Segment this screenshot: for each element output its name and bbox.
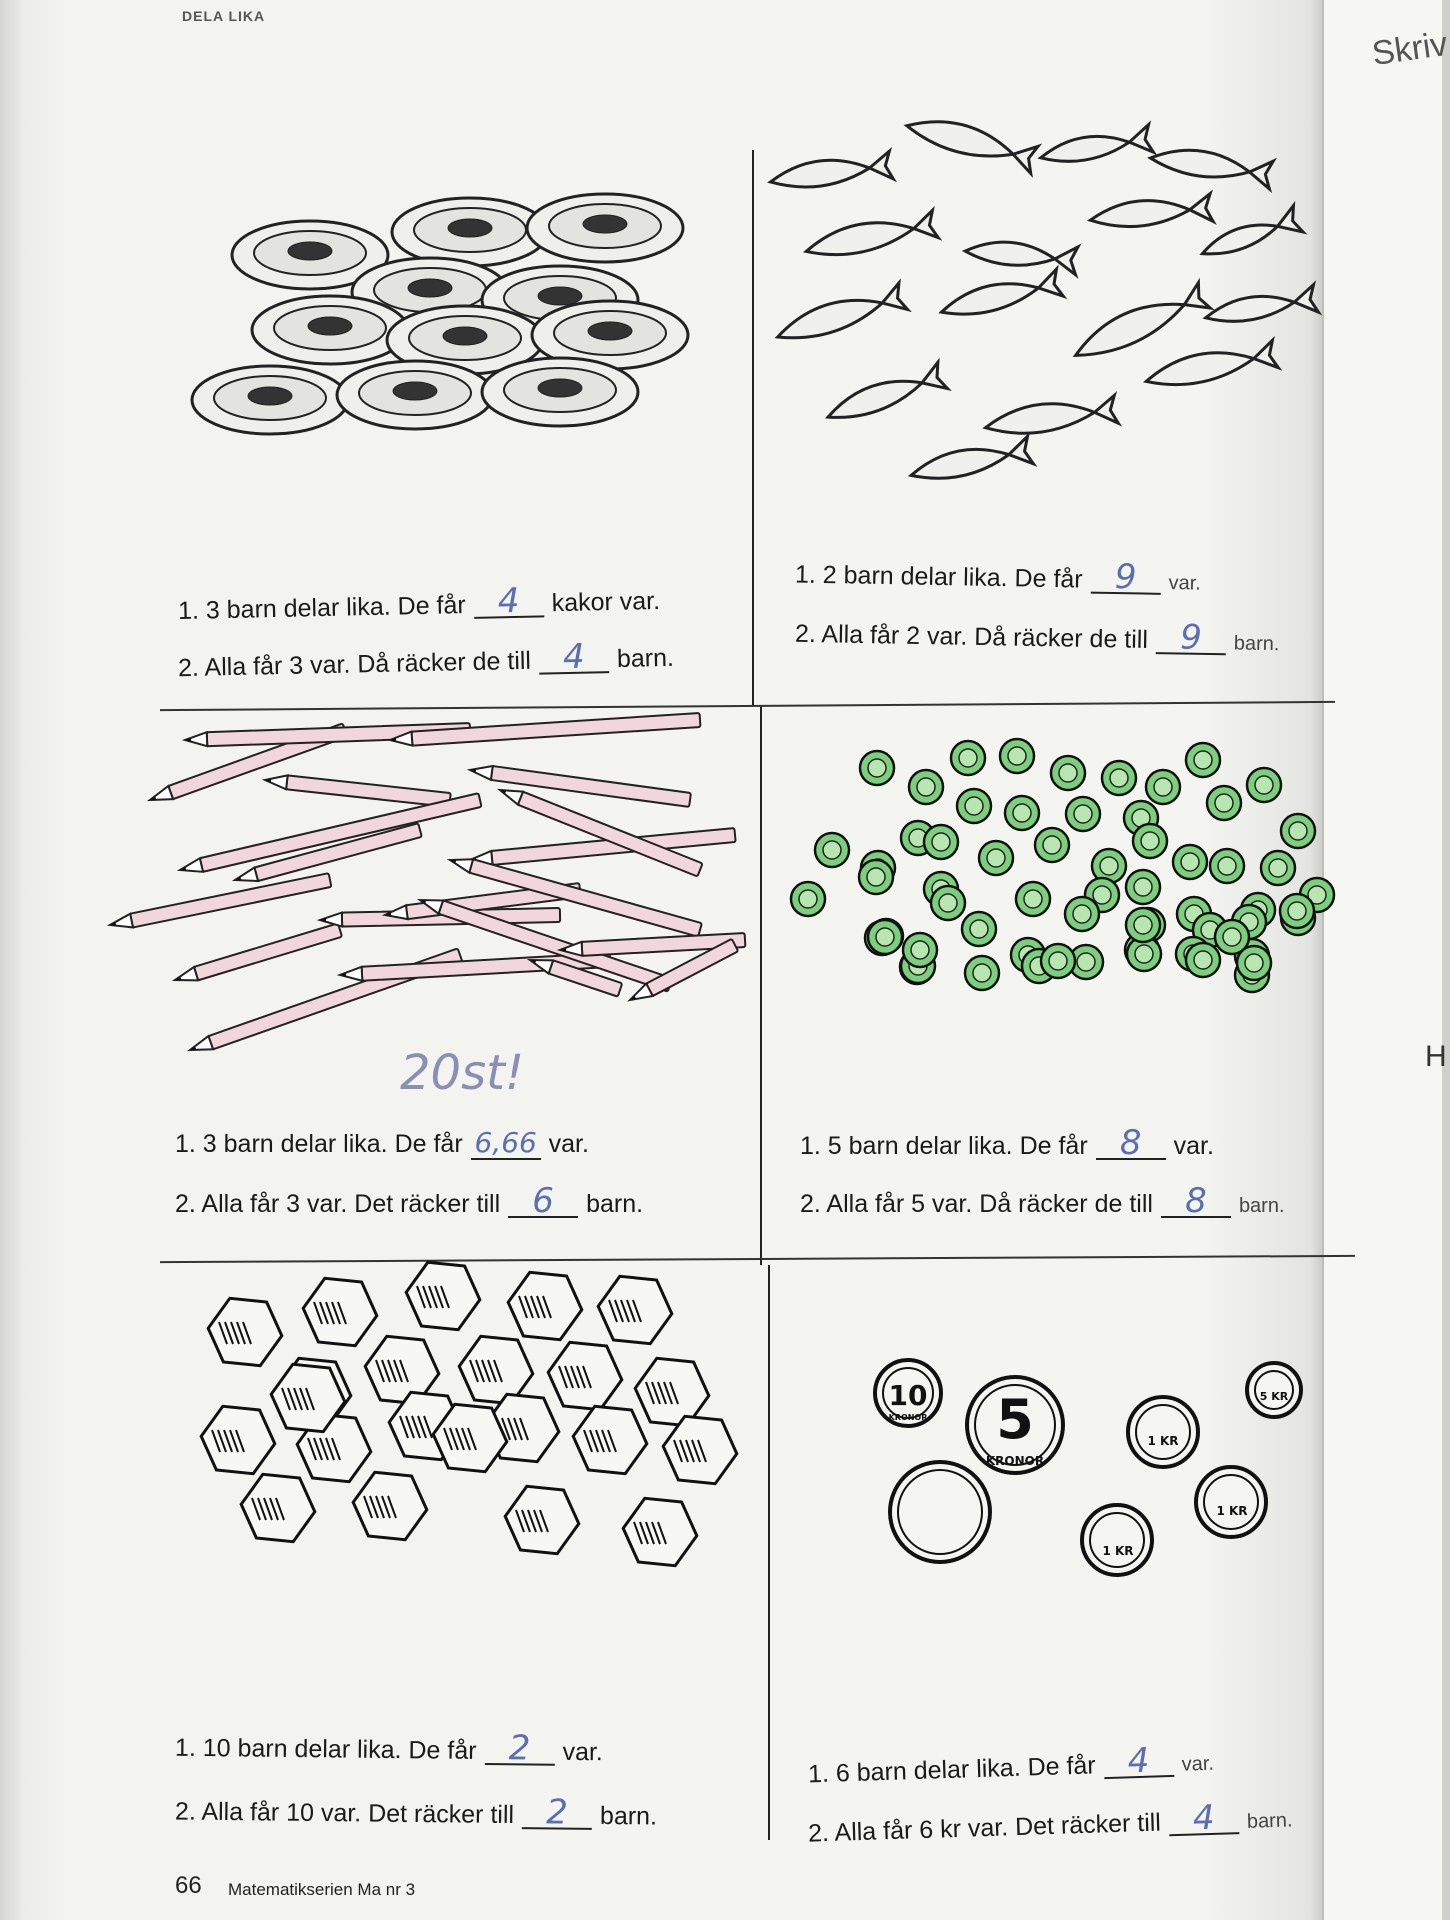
hexagons-question-2: 2. Alla får 10 var. Det räcker till 2 barn.: [174, 1792, 658, 1833]
marbles-answer-2[interactable]: 8: [1161, 1186, 1231, 1218]
hexagons-answer-1[interactable]: 2: [484, 1733, 554, 1766]
page-number: 66: [175, 1872, 202, 1899]
coins-question-2: 2. Alla får 6 kr var. Det räcker till 4 barn.: [807, 1797, 1293, 1848]
coin-label-5kr: 5 KR: [1259, 1390, 1289, 1403]
fish-question-1: 1. 2 barn delar lika. De får 9 var.: [794, 557, 1202, 598]
coin-label-5: 5: [996, 1388, 1034, 1451]
page-header: DELA LIKA: [182, 8, 266, 24]
coins-question-1: 1. 6 barn delar lika. De får 4 var.: [807, 1740, 1215, 1789]
marbles-question-2: 2. Alla får 5 var. Då räcker de till 8 barn.: [800, 1181, 1285, 1221]
coins-answer-1[interactable]: 4: [1103, 1745, 1174, 1779]
hexagons-question-1: 1. 10 barn delar lika. De får 2 var.: [174, 1728, 603, 1769]
pencils-answer-1[interactable]: 6,66: [471, 1128, 541, 1160]
coins-answer-2[interactable]: 4: [1168, 1802, 1239, 1836]
handwritten-note: 20st!: [400, 1045, 525, 1101]
cookies-answer-1[interactable]: 4: [473, 585, 544, 618]
coin-label-1kr-b: 1 KR: [1216, 1504, 1248, 1518]
book-title: Matematikserien Ma nr 3: [228, 1880, 416, 1899]
pencils-answer-2[interactable]: 6: [508, 1186, 578, 1218]
fish-answer-1[interactable]: 9: [1090, 562, 1161, 595]
pencils-question-2: 2. Alla får 3 var. Det räcker till 6 barn.: [175, 1181, 644, 1221]
cookies-question-2: 2. Alla får 3 var. Då räcker de till 4 barn.: [177, 636, 675, 683]
coin-label-5-kronor: KRONOR: [985, 1454, 1045, 1468]
marbles-question-1: 1. 5 barn delar lika. De får 8 var.: [800, 1123, 1214, 1163]
fish-question-2: 2. Alla får 2 var. Då räcker de till 9 barn.: [794, 617, 1280, 658]
cookies-question-1: 1. 3 barn delar lika. De får 4 kakor var.: [177, 580, 661, 626]
adjacent-page-letter: H: [1425, 1040, 1447, 1073]
cookies-answer-2[interactable]: 4: [539, 641, 610, 674]
coin-label-kronor: KRONOR: [888, 1413, 928, 1422]
coin-label-10: 10: [888, 1379, 928, 1412]
adjacent-page-heading: Skriv: [1369, 24, 1450, 74]
hexagons-answer-2[interactable]: 2: [522, 1797, 592, 1830]
marbles-answer-1[interactable]: 8: [1096, 1128, 1166, 1160]
coin-label-1kr-a: 1 KR: [1147, 1434, 1179, 1448]
pencils-question-1: 1. 3 barn delar lika. De får 6,66 var.: [175, 1126, 589, 1159]
coin-label-1kr-c: 1 KR: [1102, 1544, 1134, 1558]
fish-answer-2[interactable]: 9: [1156, 622, 1227, 655]
